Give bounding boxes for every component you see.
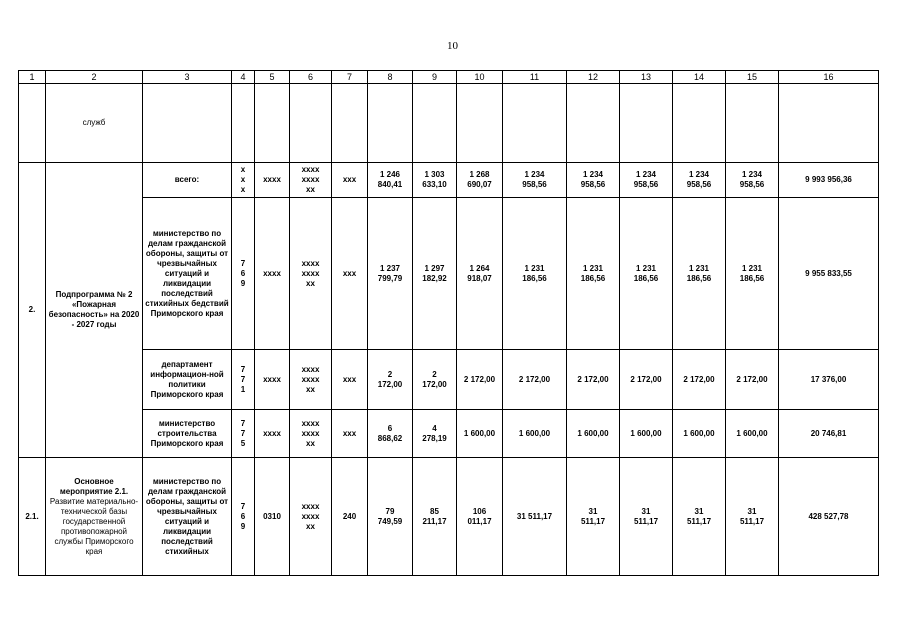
table-row [19,350,879,410]
value-cell: 1 264 918,07 [457,198,503,350]
header-cell: 14 [673,71,726,84]
table-row [19,458,879,576]
code-cell: хххх [255,198,290,350]
budget-table [18,70,879,576]
value-cell: 31 511,17 [503,458,567,576]
program-name: Подпрограмма № 2 «Пожарная безопасность» на 2020 - 2027 годы [46,163,143,458]
value-cell: 31 511,17 [673,458,726,576]
measure-number: 2.1. [19,458,46,576]
value-cell: 1 237 799,79 [368,198,413,350]
value-cell: 2 172,00 [413,350,457,410]
header-cell: 15 [726,71,779,84]
executor-cell: министерство по делам гражданской обороны, защиты от чрезвычайных ситуаций и ликвидации последствий стихийных бедствий Приморского края [143,198,232,350]
table-cell [368,84,413,163]
code-cell: ххх [332,163,368,198]
header-cell: 13 [620,71,673,84]
header-cell: 10 [457,71,503,84]
header-cell: 3 [143,71,232,84]
code-cell: 7 6 9 [232,198,255,350]
value-cell: 85 211,17 [413,458,457,576]
value-cell: 31 511,17 [620,458,673,576]
table-cell [290,84,332,163]
value-cell: 106 011,17 [457,458,503,576]
total-cell: 428 527,78 [779,458,879,576]
code-cell: ххх [332,198,368,350]
value-cell: 1 268 690,07 [457,163,503,198]
code-cell: хххх хххх хх [290,163,332,198]
value-cell: 1 600,00 [673,410,726,458]
total-cell: 9 993 956,36 [779,163,879,198]
value-cell: 1 600,00 [620,410,673,458]
value-cell: 1 600,00 [567,410,620,458]
value-cell: 2 172,00 [567,350,620,410]
value-cell: 4 278,19 [413,410,457,458]
code-cell: хххх хххх хх [290,410,332,458]
header-cell: 11 [503,71,567,84]
value-cell: 1 303 633,10 [413,163,457,198]
table-cell [332,84,368,163]
table-cell [143,84,232,163]
code-cell: 7 7 5 [232,410,255,458]
code-cell: 7 7 1 [232,350,255,410]
header-cell: 7 [332,71,368,84]
code-cell: ххх [332,410,368,458]
code-cell: 7 6 9 [232,458,255,576]
table-cell [232,84,255,163]
value-cell: 1 234 958,56 [673,163,726,198]
header-row [19,71,879,84]
program-number: 2. [19,163,46,458]
code-cell: ххх [332,350,368,410]
table-cell [779,84,879,163]
table-cell [503,84,567,163]
table-row [19,198,879,350]
code-cell: х х х [232,163,255,198]
code-cell: хххх [255,410,290,458]
value-cell: 6 868,62 [368,410,413,458]
value-cell: 2 172,00 [457,350,503,410]
value-cell: 31 511,17 [567,458,620,576]
table-cell [567,84,620,163]
value-cell: 79 749,59 [368,458,413,576]
continuation-text: служб [46,84,143,163]
continuation-row [19,84,879,163]
value-cell: 1 234 958,56 [726,163,779,198]
value-cell: 1 600,00 [503,410,567,458]
table-cell [413,84,457,163]
executor-cell: всего: [143,163,232,198]
total-cell: 17 376,00 [779,350,879,410]
value-cell: 2 172,00 [620,350,673,410]
value-cell: 1 234 958,56 [503,163,567,198]
table-cell [726,84,779,163]
executor-cell: министерство строительства Приморского края [143,410,232,458]
code-cell: хххх хххх хх [290,350,332,410]
value-cell: 1 231 186,56 [726,198,779,350]
table-cell [620,84,673,163]
value-cell: 1 231 186,56 [673,198,726,350]
value-cell: 2 172,00 [368,350,413,410]
executor-cell: министерство по делам гражданской обороны, защиты от чрезвычайных ситуаций и ликвидации последствий стихийных [143,458,232,576]
value-cell: 2 172,00 [503,350,567,410]
value-cell: 2 172,00 [673,350,726,410]
measure-description: Развитие материально-технической базы государственной противопожарной службы Приморского края [49,496,139,556]
header-cell: 5 [255,71,290,84]
header-cell: 6 [290,71,332,84]
value-cell: 31 511,17 [726,458,779,576]
code-cell: хххх хххх хх [290,198,332,350]
code-cell: 240 [332,458,368,576]
code-cell: 0310 [255,458,290,576]
header-cell: 8 [368,71,413,84]
total-cell: 9 955 833,55 [779,198,879,350]
table-row [19,410,879,458]
table-cell [457,84,503,163]
code-cell: хххх хххх хх [290,458,332,576]
value-cell: 1 600,00 [726,410,779,458]
value-cell: 1 231 186,56 [567,198,620,350]
total-cell: 20 746,81 [779,410,879,458]
code-cell: хххх [255,350,290,410]
measure-title: Основное мероприятие 2.1. [59,476,129,496]
header-cell: 2 [46,71,143,84]
table-row [19,163,879,198]
measure-name [46,458,143,576]
value-cell: 1 234 958,56 [567,163,620,198]
table-cell [673,84,726,163]
value-cell: 1 231 186,56 [503,198,567,350]
table-cell [19,84,46,163]
header-cell: 4 [232,71,255,84]
value-cell: 1 231 186,56 [620,198,673,350]
table-cell [255,84,290,163]
header-cell: 12 [567,71,620,84]
header-cell: 16 [779,71,879,84]
value-cell: 1 600,00 [457,410,503,458]
code-cell: хххх [255,163,290,198]
header-cell: 1 [19,71,46,84]
header-cell: 9 [413,71,457,84]
value-cell: 1 234 958,56 [620,163,673,198]
page-number: 10 [447,40,458,52]
executor-cell: департамент информацион-ной политики Приморского края [143,350,232,410]
value-cell: 1 297 182,92 [413,198,457,350]
value-cell: 1 246 840,41 [368,163,413,198]
value-cell: 2 172,00 [726,350,779,410]
